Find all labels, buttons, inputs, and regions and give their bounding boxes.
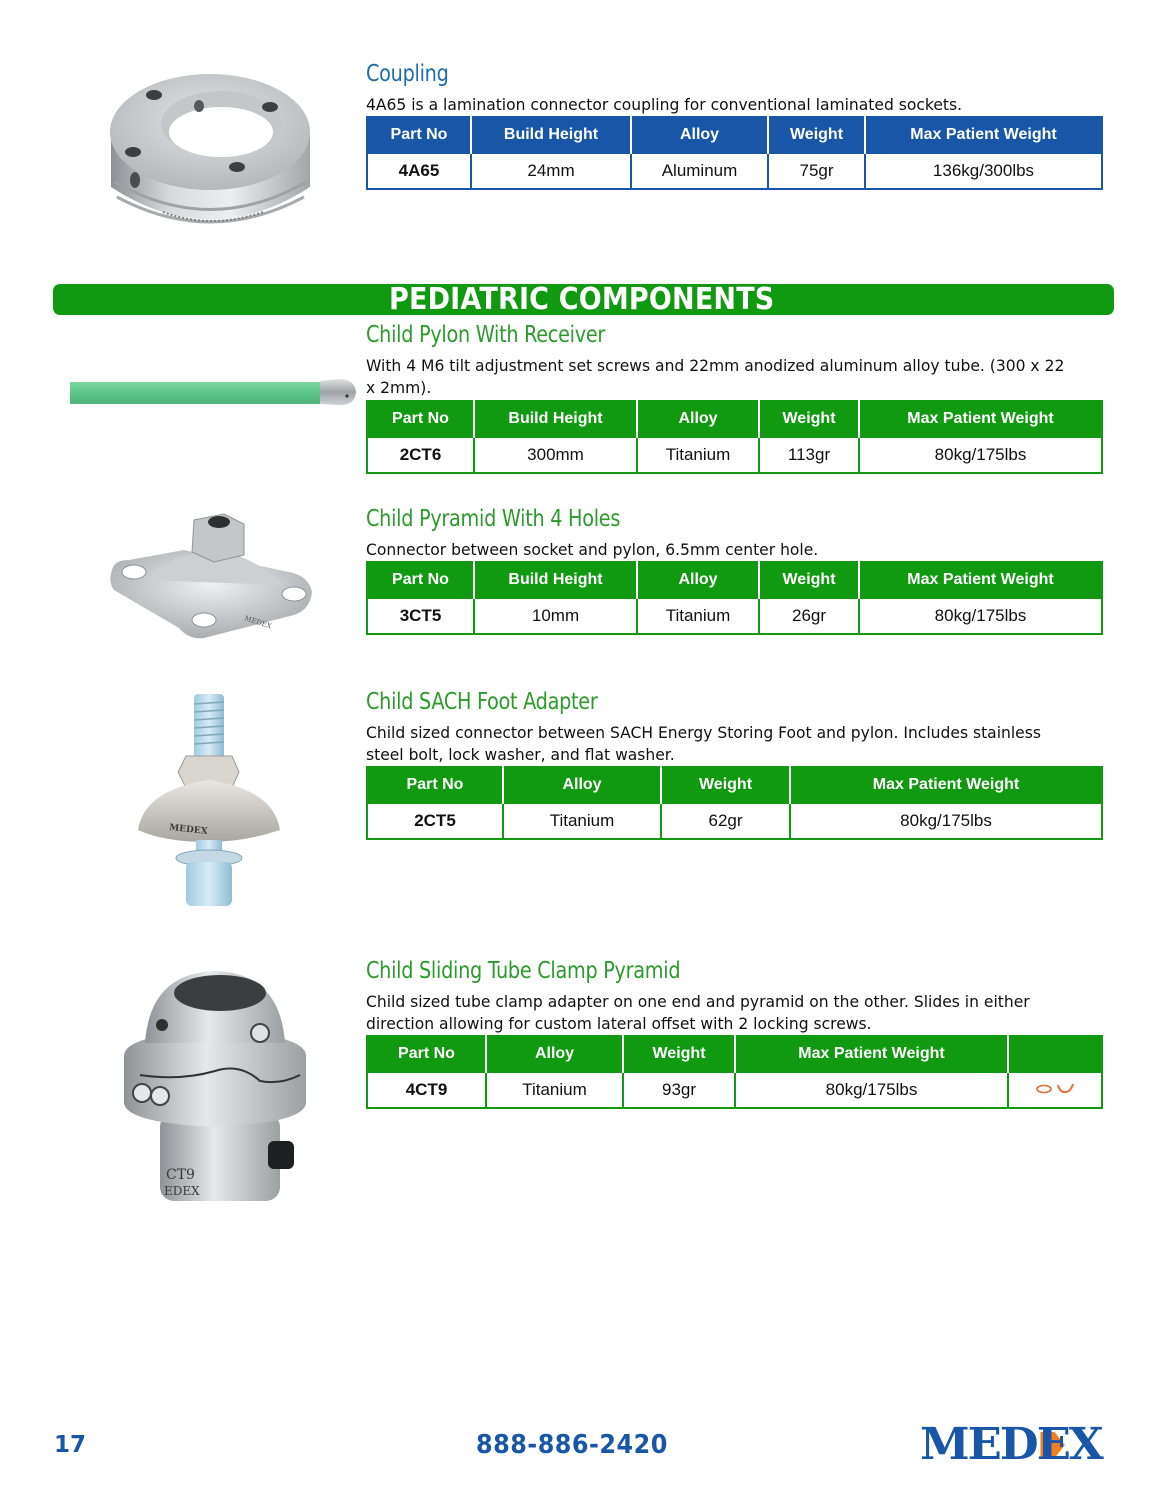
banner-label: PEDIATRIC COMPONENTS: [389, 282, 775, 317]
pyramid-image: [104, 510, 316, 642]
header-part-no: Part No: [367, 117, 471, 153]
child-pyramid-title: Child Pyramid With 4 Holes: [366, 506, 621, 532]
cell-part-no: 2CT6: [367, 437, 474, 473]
cell-weight: 93gr: [623, 1072, 735, 1108]
coupling-description: 4A65 is a lamination connector coupling for conventional laminated sockets.: [366, 95, 963, 114]
child-pyramid-description: Connector between socket and pylon, 6.5mm center hole.: [366, 540, 819, 559]
child-sliding-spec-table: [366, 1035, 1103, 1109]
header-build-height: Build Height: [474, 562, 637, 598]
header-blank: [1008, 1036, 1102, 1072]
page-number: 17: [54, 1432, 87, 1458]
table-row: [367, 803, 1102, 839]
header-build-height: Build Height: [471, 117, 631, 153]
header-alloy: Alloy: [631, 117, 768, 153]
header-max-patient-weight: Max Patient Weight: [790, 767, 1102, 803]
child-sach-spec-table: [366, 766, 1103, 840]
logo-text-ex: EX: [1036, 1419, 1102, 1470]
cell-build-height: 300mm: [474, 437, 637, 473]
table-row: [367, 1072, 1102, 1108]
coupling-spec-table: [366, 116, 1103, 190]
svg-text:EDEX: EDEX: [164, 1184, 200, 1198]
header-alloy: Alloy: [637, 401, 759, 437]
cell-max-patient-weight: 80kg/175lbs: [735, 1072, 1008, 1108]
cell-max-patient-weight: 136kg/300lbs: [865, 153, 1102, 189]
table-header-row: [367, 401, 1102, 437]
header-weight: Weight: [768, 117, 865, 153]
medex-logo: [920, 1420, 1102, 1470]
cell-part-no: 4CT9: [367, 1072, 486, 1108]
header-max-patient-weight: Max Patient Weight: [859, 401, 1102, 437]
table-row: [367, 437, 1102, 473]
cell-max-patient-weight: 80kg/175lbs: [859, 598, 1102, 634]
cell-alloy: Aluminum: [631, 153, 768, 189]
header-weight: Weight: [623, 1036, 735, 1072]
table-row: [367, 598, 1102, 634]
table-header-row: [367, 562, 1102, 598]
phone-number: 888-886-2420: [476, 1430, 668, 1460]
cell-rotation: [1008, 1072, 1102, 1108]
header-build-height: Build Height: [474, 401, 637, 437]
header-weight: Weight: [759, 401, 859, 437]
child-pylon-spec-table: [366, 400, 1103, 474]
table-header-row: [367, 117, 1102, 153]
header-part-no: Part No: [367, 401, 474, 437]
svg-text:CT9: CT9: [166, 1167, 195, 1183]
header-max-patient-weight: Max Patient Weight: [859, 562, 1102, 598]
cell-max-patient-weight: 80kg/175lbs: [859, 437, 1102, 473]
pediatric-components-banner: [53, 284, 1114, 315]
child-sliding-description: Child sized tube clamp adapter on one end and pyramid on the other. Slides in either direction allowing for custom lateral offset with 2 locking screws.: [366, 992, 1030, 1033]
sliding-clamp-image: [120, 963, 310, 1205]
child-pyramid-spec-table: [366, 561, 1103, 635]
cell-alloy: Titanium: [637, 437, 759, 473]
cell-build-height: 10mm: [474, 598, 637, 634]
header-max-patient-weight: Max Patient Weight: [865, 117, 1102, 153]
table-header-row: [367, 1036, 1102, 1072]
coupling-title: Coupling: [366, 61, 449, 87]
cell-weight: 62gr: [661, 803, 790, 839]
header-alloy: Alloy: [637, 562, 759, 598]
table-header-row: [367, 767, 1102, 803]
header-part-no: Part No: [367, 1036, 486, 1072]
svg-text:MEDEX: MEDEX: [243, 614, 273, 631]
child-sach-description: Child sized connector between SACH Energy Storing Foot and pylon. Includes stainless steel bolt, lock washer, and flat washer.: [366, 723, 1041, 764]
child-pylon-title: Child Pylon With Receiver: [366, 322, 606, 348]
child-sliding-title: Child Sliding Tube Clamp Pyramid: [366, 958, 681, 984]
cell-alloy: Titanium: [503, 803, 661, 839]
header-part-no: Part No: [367, 767, 503, 803]
header-weight: Weight: [759, 562, 859, 598]
cell-weight: 26gr: [759, 598, 859, 634]
logo-text-med: MED: [920, 1419, 1037, 1470]
sach-adapter-image: [134, 692, 284, 912]
cell-build-height: 24mm: [471, 153, 631, 189]
rotation-icon: [1035, 1080, 1075, 1100]
child-sach-title: Child SACH Foot Adapter: [366, 689, 598, 715]
table-row: [367, 153, 1102, 189]
header-weight: Weight: [661, 767, 790, 803]
coupling-image: [103, 62, 318, 242]
cell-alloy: Titanium: [486, 1072, 623, 1108]
svg-text:MEDEX: MEDEX: [168, 823, 209, 838]
child-pylon-description: With 4 M6 tilt adjustment set screws and 22mm anodized aluminum alloy tube. (300 x 22 x 2mm).: [366, 356, 1065, 397]
header-max-patient-weight: Max Patient Weight: [735, 1036, 1008, 1072]
cell-part-no: 2CT5: [367, 803, 503, 839]
pylon-image: [70, 374, 360, 408]
cell-part-no: 3CT5: [367, 598, 474, 634]
cell-weight: 75gr: [768, 153, 865, 189]
cell-part-no: 4A65: [367, 153, 471, 189]
cell-max-patient-weight: 80kg/175lbs: [790, 803, 1102, 839]
cell-alloy: Titanium: [637, 598, 759, 634]
header-alloy: Alloy: [503, 767, 661, 803]
header-alloy: Alloy: [486, 1036, 623, 1072]
header-part-no: Part No: [367, 562, 474, 598]
cell-weight: 113gr: [759, 437, 859, 473]
